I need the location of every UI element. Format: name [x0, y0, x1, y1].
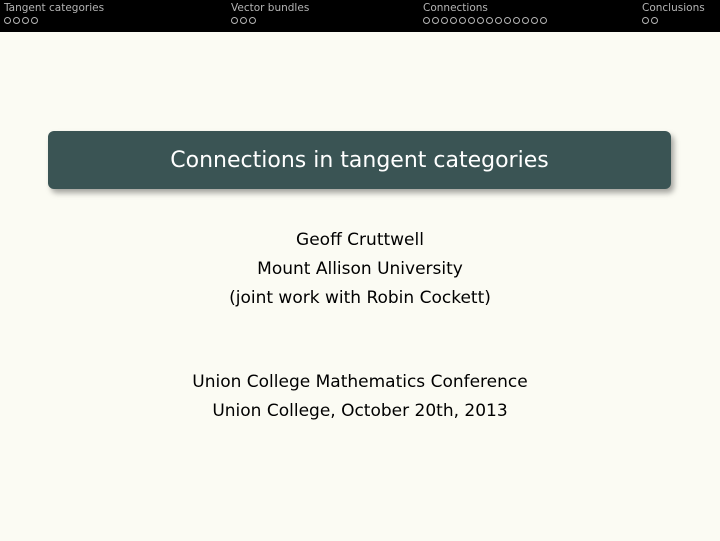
nav-section-label[interactable]: Vector bundles — [231, 2, 310, 14]
nav-frame-dots[interactable] — [231, 17, 309, 25]
frame-dot[interactable] — [477, 17, 484, 24]
author-affiliation: Mount Allison University — [257, 259, 463, 279]
frame-dot[interactable] — [441, 17, 448, 24]
nav-section-vector-bundles[interactable] — [231, 2, 309, 25]
nav-section-label[interactable]: Tangent categories — [4, 2, 105, 14]
event-name: Union College Mathematics Conference — [192, 372, 528, 392]
nav-section-conclusions[interactable] — [642, 2, 705, 25]
frame-dot[interactable] — [522, 17, 529, 24]
nav-section-tangent-categories[interactable] — [4, 2, 104, 25]
frame-dot[interactable] — [423, 17, 430, 24]
frame-dot[interactable] — [4, 17, 11, 24]
frame-dot[interactable] — [531, 17, 538, 24]
frame-dot[interactable] — [495, 17, 502, 24]
frame-dot[interactable] — [450, 17, 457, 24]
author-block — [0, 226, 720, 313]
nav-section-label[interactable]: Conclusions — [642, 2, 705, 14]
frame-dot[interactable] — [513, 17, 520, 24]
frame-dot[interactable] — [459, 17, 466, 24]
frame-dot[interactable] — [13, 17, 20, 24]
collaboration-note: (joint work with Robin Cockett) — [229, 288, 491, 308]
frame-dot[interactable] — [540, 17, 547, 24]
slide-title: Connections in tangent categories — [170, 147, 549, 173]
event-block — [0, 368, 720, 426]
frame-dot[interactable] — [642, 17, 649, 24]
frame-dot[interactable] — [504, 17, 511, 24]
frame-dot[interactable] — [249, 17, 256, 24]
nav-section-connections[interactable] — [423, 2, 549, 25]
navigation-bar — [0, 0, 720, 32]
frame-dot[interactable] — [651, 17, 658, 24]
frame-dot[interactable] — [240, 17, 247, 24]
nav-section-label[interactable]: Connections — [423, 2, 488, 14]
event-place-date: Union College, October 20th, 2013 — [212, 401, 508, 421]
nav-frame-dots[interactable] — [642, 17, 705, 25]
frame-dot[interactable] — [486, 17, 493, 24]
frame-dot[interactable] — [432, 17, 439, 24]
author-name: Geoff Cruttwell — [296, 230, 424, 250]
frame-dot[interactable] — [468, 17, 475, 24]
frame-dot[interactable] — [22, 17, 29, 24]
nav-frame-dots[interactable] — [4, 17, 104, 25]
title-box — [48, 131, 671, 189]
nav-frame-dots[interactable] — [423, 17, 549, 25]
frame-dot[interactable] — [31, 17, 38, 24]
frame-dot[interactable] — [231, 17, 238, 24]
